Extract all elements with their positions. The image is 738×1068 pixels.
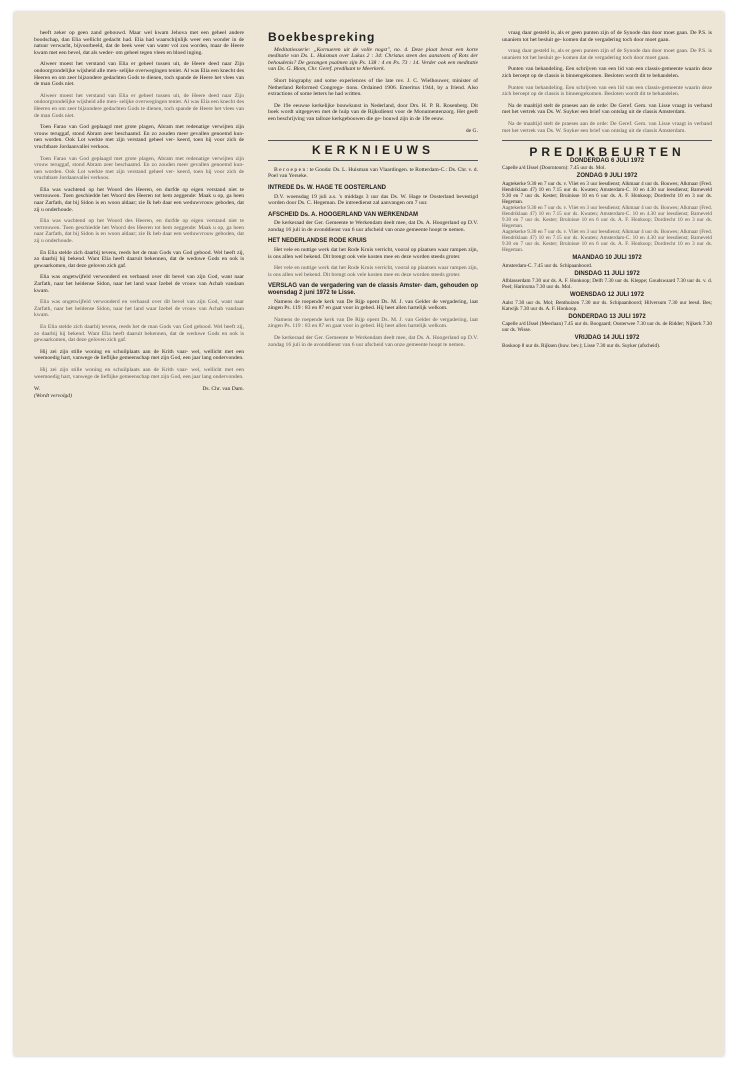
paragraph: Elia was wachtend op het Woord des Heeren, en durfde op eigen verstand niet te vertrouwen. Toen geschiedde het Woord des Heeren tot hem zeggende: Maak u op, ga heen naar Zarfath, dat bij Sidon is en woon aldaar; zie Ik heb daar een weduwvrouw geboden, dat zij u onderhoude. xyxy=(34,218,244,245)
paragraph: Elia was wachtend op het Woord des Heeren, en durfde op eigen verstand niet te vertrouwen. Toen geschiedde het Woord des Heeren tot hem zeggende: Maak u op, ga heen naar Zarfath, dat bij Sidon is en woon aldaar; zie Ik heb daar een weduwvrouw geboden, dat zij u onderhoude. xyxy=(34,186,244,213)
column-right xyxy=(502,30,712,349)
paragraph: De kerkeraad der Ger. Gemeente te Werkendam deelt mee, dat Ds. A. Hoogerland op D.V. zondag 16 juli in de avonddienst van 6 uur afscheid van onze gemeente hoopt te nemen. xyxy=(268,335,478,348)
paragraph: Het vele en nuttige werk dat het Rode Kruis verricht, vooral op plaatsen waar rampen zijn, is ons allen wel bekend. Dit brengt ook vele kosten mee en deze worden steeds groter. xyxy=(268,265,478,278)
paragraph: Alweer moest het verstand van Elia er geheel tussen uit, de Heere deed naar Zijn ondoorgrondelijke wijsheid alle men- selijke overwegingen teniet. Al was Elia een knecht des Heeren en om zeer bijzondere gedachten Gods te dienen, toch spande de Heere het vlees van de man Gods niet. xyxy=(34,61,244,88)
schedule-text: Aalst 7.30 uur ds. Mol; Benthuizen 7.30 uur ds. Schipaanboord; Hilversum 7.30 uur leesd. Bes; Katwijk 7.30 uur ds. A. F. Honkoop. xyxy=(502,299,712,312)
day-heading: DONDERDAG 13 JULI 1972 xyxy=(568,313,646,320)
paragraph: De 19e eeuwse kerkelijke bouwkunst in Nederland, door Drs. H. P. R. Rosenberg. Dit boek wordt uitgegeven met de hulp van de Rijksdienst voor de Monumentenzorg. Het geeft een beschrijving van talloze kerkgebouwen die ge- bouwd zijn in de 19e eeuw. xyxy=(268,102,478,122)
day-heading: VRIJDAG 14 JULI 1972 xyxy=(574,335,640,342)
paragraph: Meditatiesserie: „Kornueren uit de volle nogst", no. 4. Deze plaat bevat een korte meditatie van Ds. L. Huisman over Lukas 2 : 34: Christus steen des aanstoots of Rots der behoudenis? De gezongen psalmen zijn Ps. 138 : 4 en Ps. 73 : 14. Verder ook een meditatie van Ds. G. Blom, Chr. Geref. predikant te Meerkerk. xyxy=(268,46,478,73)
paragraph: En Elia stelde zich daarbij tevens, reeds het de man Gods van God gebood. Wel heeft zij, zo daarbij hij bekend. Want Elia heeft daaruit bekennen, dat de weduwe Gods en ook is gewaarkomen, dat deze geloven zich gaf. xyxy=(34,249,244,269)
day-heading: ZONDAG 9 JULI 1972 xyxy=(576,173,638,180)
paragraph: Elia was ongetwijfeld verwonderd en verbaasd over dit bevel van zijn God, want naar Zarfath, naar het heidense Sidon, naar het land waar Izebel de vrouw van Achab vandaan kwam. xyxy=(34,299,244,319)
paragraph: Na de maaltijd stelt de praeses aan de orde: De Geref. Gem. van Lisse vraagt in verband met het vertrek van Ds. W. Suyker een brief van ontslag uit de classis Amsterdam. xyxy=(502,102,712,116)
paragraph: heeft zeker op geen zand gebouwd. Maar wel kwam Jehova met een geheel andere boodschap, dan Elia wellicht gedacht had. Elia had waarschijnlijk weer een wonder in de natuur verwacht, bijvoorbeeld, dat de beek weer van water vol zou worden, maar de Heere kwam met een bevel, dat als weder- om geheel tegen vlees en bloed inging. xyxy=(34,30,244,56)
paragraph: Na de maaltijd stelt de praeses aan de orde: De Geref. Gem. van Lisse vraagt in verband met het vertrek van Ds. W. Suyker een brief van ontslag uit de classis Amsterdam. xyxy=(502,120,712,134)
schedule-text: Alblasserdam 7.30 uur ds. A. F. Honkoop; Delft 7.30 uur ds. Kleppe; Goudswaard 7.30 uur ds. v. d. Poel; Harinxma 7.30 uur ds. Mol. xyxy=(502,278,712,291)
day-heading: DINSDAG 11 JULI 1972 xyxy=(574,270,640,277)
schedule-text: Capelle a/d IJssel (Meerlaan) 7.45 uur ds. Boogaard; Oosterwee 7.30 uur ds. de Ridder; Nijkerk 7.30 uur ds. Wisse. xyxy=(502,321,712,334)
section-title-church-news: KERKNIEUWS xyxy=(311,143,434,158)
paragraph: D.V. woensdag 19 juli a.s. 's middags 3 uur das Ds. W. Hage te Oosterland bevestigd worden door Ds. C. Hegeman. De intreedienst zal aanvangen om 7 uur. xyxy=(268,193,478,207)
divider xyxy=(502,140,712,141)
author-signature xyxy=(34,386,244,393)
paragraph: vraag daar gesteld is, als er geen punten zijn of de Synode dan door moet gaan. De P.S. is unaniem tot het besluit ge- komen dat de vergadering toch door moet gaan. xyxy=(502,48,712,61)
paragraph: vraag daar gesteld is, als er geen punten zijn of de Synode dan door moet gaan. De P.S. is unaniem tot het besluit ge- komen dat de vergadering toch door moet gaan. xyxy=(502,30,712,43)
paragraph: De kerkeraad der Ger. Gemeente te Werkendam deelt mee, dat Ds. A. Hoogerland op D.V. zondag 16 juli in de avonddienst van 6 uur afscheid van onze gemeente hoopt te nemen. xyxy=(268,220,478,233)
subheading: HET NEDERLANDSE RODE KRUIS xyxy=(268,238,367,245)
subheading: VERSLAG van de vergadering van de classis Amster- dam, gehouden op woensdag 2 juni 1972 te Lisse. xyxy=(268,283,478,297)
paragraph: Alweer moest het verstand van Elia er geheel tussen uit, de Heere deed naar Zijn ondoorgrondelijke wijsheid alle men- selijke overwegingen teniet. Al was Elia een knecht des Heeren en om zeer bijzondere gedachten Gods te dienen, toch spande de Heere het vlees van de man Gods niet. xyxy=(34,92,244,119)
schedule-text: Capelle a/d IJssel (Doorntoorn): 7.45 uur ds. Mol. xyxy=(502,165,606,172)
paragraph: Punten van behandeling. Een schrijven van een lid van een classis-gemeente waarin deze zich beroept op de classis is binnengekomen. Besloten wordt dit te behandelen. xyxy=(502,66,712,79)
column-left xyxy=(34,30,244,399)
review-signature: de G. xyxy=(465,127,478,134)
schedule-text: Aagtekerke 9.30 en 7 uur ds. v. Vliet en 3 uur leesdienst; Alkmaar 4 uur ds. Bouwes; Alkmaar (Fred. Hendriklaan 47) 10 en 7.15 uur ds. Kwaten; Amsterdam-C. 10 en 4.30 uur leesdienst; Barneveld 9.30 en 7 uur ds. Kester; Bruinisse 10 en 6 uur ds. A. F. Honkoop; Dordrecht 10 en 3 uur ds. Hegeman. xyxy=(502,204,712,229)
paragraph: En Elia stelde zich daarbij tevens, reeds het de man Gods van God gebood. Wel heeft zij, zo daarbij hij bekend. Want Elia heeft daaruit bekennen, dat de weduwe Gods en ook is gewaarkomen, dat deze geloven zich gaf. xyxy=(34,323,244,344)
section-title-book-review: Boekbespreking xyxy=(268,30,376,44)
subheading: INTREDE Ds. W. HAGE TE OOSTERLAND xyxy=(268,184,387,191)
paragraph: Punten van behandeling. Een schrijven van een lid van een classis-gemeente waarin deze zich beroept op de classis is binnengekomen. Besloten wordt dit te behandelen. xyxy=(502,84,712,98)
day-heading: WOENSDAG 12 JULI 1972 xyxy=(569,292,645,299)
day-heading: MAANDAG 10 JULI 1972 xyxy=(572,254,642,261)
paragraph: Namens de roepende kerk van De Rijp opent Ds. M. J. van Gelder de vergadering, laat zingen Ps. 119 : 83 en 87 en gaat voor in gebed. Hij heet allen hartelijk welkom. xyxy=(268,298,478,312)
newspaper-page xyxy=(14,12,724,1056)
sig-w: W. xyxy=(34,386,41,393)
paragraph: Toen Farao van God geplaagd met grote plagen, Abram met redenatige verwijten zijn vrouw teruggaf, stond Abram zeer beschaamd. En zo zouden meer gevallen genoemd kun- nen worden. Ook Lot werkte met zijn verstand geheel ver- keerd, toen hij voor zich de vruchtbare Jordaanvallei verkoos. xyxy=(34,124,244,150)
paragraph: Het vele en nuttige werk dat het Rode Kruis verricht, vooral op plaatsen waar rampen zijn, is ons allen wel bekend. Dit brengt ook vele kosten mee en deze worden steeds groter. xyxy=(268,247,478,260)
paragraph: Hij zei zijn stille woning en schuilplaats aan de Krith vaar- wel, wellicht met een weemoedig hart, vanwege de lieflijke gemeenschap met zijn God, een jaar lang ondervonden. xyxy=(34,348,244,362)
section-title-sermons: PREDIKBEURTEN xyxy=(529,145,685,160)
schedule-text: Aagtekerke 9.30 en 7 uur ds. v. Vliet en 3 uur leesdienst; Alkmaar 4 uur ds. Bouwes; Alkmaar (Fred. Hendriklaan 47) 10 en 7.15 uur ds. Kwaten; Amsterdam-C. 10 en 4.30 uur leesdienst; Barneveld 9.30 en 7 uur ds. Kester; Bruinisse 10 en 6 uur ds. A. F. Honkoop; Dordrecht 10 en 3 uur ds. Hegeman. xyxy=(502,228,712,253)
subheading: AFSCHEID Ds. A. HOOGERLAND VAN WERKENDAM xyxy=(268,211,419,218)
author-name: Ds. Chr. van Dam. xyxy=(202,386,244,393)
paragraph: Namens de roepende kerk van De Rijp opent Ds. M. J. van Gelder de vergadering, laat zingen Ps. 119 : 83 en 87 en gaat voor in gebed. Hij heet allen hartelijk welkom. xyxy=(268,316,478,330)
schedule-text: Amsterdam-C. 7.45 uur ds. Schipaanboord. xyxy=(502,262,593,269)
paragraph: Toen Farao van God geplaagd met grote plagen, Abram met redenatige verwijten zijn vrouw teruggaf, stond Abram zeer beschaamd. En zo zouden meer gevallen genoemd kun- nen worden. Ook Lot werkte met zijn verstand geheel ver- keerd, toen hij voor zich de vruchtbare Jordaanvallei verkoos. xyxy=(34,155,244,182)
day-heading: DONDERDAG 6 JULI 1972 xyxy=(569,157,645,164)
beroepen-text: B e r o e p e n : te Gouda: Ds. L. Huisman van Vlaardingen. te Rotterdam-C.: Ds. Chr. v. d. Poel van Yerseke. xyxy=(268,166,478,180)
paragraph: Hij zei zijn stille woning en schuilplaats aan de Krith vaar- wel, wellicht met een weemoedig hart, vanwege de lieflijke gemeenschap met zijn God, een jaar lang ondervonden. xyxy=(34,366,244,380)
schedule-text: Boskoop 8 uur ds. Rijksen (huw. bev.); Lisse 7.30 uur ds. Suyker (afscheid). xyxy=(502,342,661,349)
divider xyxy=(268,140,478,141)
paragraph: Short biography and some experiences of the late rev. J. C. Wielhouwer, minister of Netherland Reformed Congrega- tions. Ordained 1906. Emeritus 1944, by a friend. Also extractions of some letters he had written. xyxy=(268,77,478,98)
divider xyxy=(268,160,478,161)
paragraph: Elia was ongetwijfeld verwonderd en verbaasd over dit bevel van zijn God, want naar Zarfath, naar het heidense Sidon, naar het land waar Izebel de vrouw van Achab vandaan kwam. xyxy=(34,274,244,294)
column-middle xyxy=(268,30,478,353)
schedule-text: Aagtekerke 9.30 en 7 uur ds. v. Vliet en 3 uur leesdienst; Alkmaar 4 uur ds. Bouwes; Alkmaar (Fred. Hendriklaan 47) 10 en 7.15 uur ds. Kwaten; Amsterdam-C. 10 en 4.30 uur leesdienst; Barneveld 9.30 en 7 uur ds. Kester; Bruinisse 10 en 6 uur ds. A. F. Honkoop; Dordrecht 10 en 3 uur ds. Hegeman. xyxy=(502,180,712,205)
to-be-continued: (Wordt vervolgd) xyxy=(34,392,72,399)
